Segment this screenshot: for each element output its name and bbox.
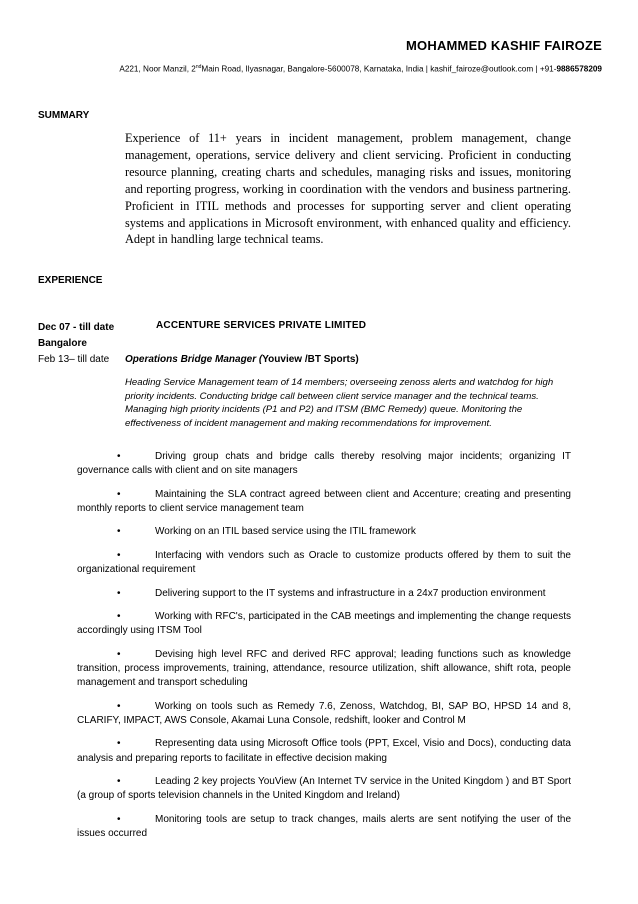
- bullet-text: Delivering support to the IT systems and infrastructure in a 24x7 production environment: [155, 587, 546, 599]
- list-item: [77, 700, 571, 728]
- bullet-text: Leading 2 key projects YouView (An Internet TV service in the United Kingdom ) and BT Sport (a group of sports television channels in the United Kingdom and Ireland): [77, 776, 571, 802]
- bullet-marker: •: [117, 488, 121, 500]
- bullet-text: Maintaining the SLA contract agreed between client and Accenture; creating and presenting monthly reports to client service management team: [77, 488, 571, 514]
- address-superscript: nd: [195, 64, 202, 70]
- company-name: ACCENTURE SERVICES PRIVATE LIMITED: [156, 320, 367, 331]
- job-dates: Dec 07 - till date: [38, 322, 115, 333]
- role-description: Heading Service Management team of 14 members; overseeing zenoss alerts and watchdog for high priority incidents. Conducting bridge call between client service manager and the technical teams. Managing high priority incidents (P1 and P2) and ITSM (BMC Remedy) queue. Monitoring the effectiveness of incident management and making recommendations for improvement.: [125, 377, 554, 429]
- address-part-2: Main Road, Ilyasnagar, Bangalore-5600078, Karnataka, India | kashif_fairoze@outlook.com | +91-: [201, 64, 557, 74]
- bullet-text: Working on an ITIL based service using the ITIL framework: [155, 526, 416, 538]
- address-part-1: A221, Noor Manzil, 2: [119, 64, 196, 74]
- list-item: [77, 525, 571, 539]
- role-client: Youview /BT Sports): [262, 354, 359, 365]
- bullet-marker: •: [117, 738, 121, 750]
- bullet-text: Working on tools such as Remedy 7.6, Zenoss, Watchdog, BI, SAP BO, HPSD 14 and 8, CLARIFY, IMPACT, AWS Console, Akamai Luna Console, redshift, looker and Control M: [77, 700, 571, 726]
- contact-line: [119, 64, 602, 74]
- list-item: [77, 450, 571, 478]
- bullet-text: Monitoring tools are setup to track changes, mails alerts are sent notifying the user of the issues occurred: [77, 813, 571, 840]
- bullet-marker: •: [117, 587, 121, 599]
- experience-heading: EXPERIENCE: [38, 275, 103, 286]
- job-period: [38, 320, 114, 352]
- bullet-marker: •: [117, 776, 121, 788]
- list-item: [77, 775, 571, 803]
- list-item: [77, 610, 571, 638]
- job-location: Bangalore: [38, 338, 87, 349]
- bullet-marker: •: [117, 451, 121, 462]
- list-item: [77, 549, 571, 577]
- list-item: [77, 648, 571, 691]
- candidate-name: MOHAMMED KASHIF FAIROZE: [406, 38, 602, 53]
- summary-paragraph: Experience of 11+ years in incident management, problem management, change management, operations, service delivery and client servicing. Proficient in conducting resource planning, creating charts and schedules, managing risks and issues, monitoring and reporting progress, working in coordination with the vendors and business partnering. Proficient in ITIL methods and processes for supporting server and client operating systems and applications in Microsoft environment, with enhanced quality and efficiency. Adept in handling large technical teams.: [125, 131, 571, 247]
- role-title: [125, 354, 359, 365]
- bullet-text: Interfacing with vendors such as Oracle to customize products offered by them to suit the organizational requirement: [77, 549, 571, 576]
- bullet-text: Driving group chats and bridge calls thereby resolving major incidents; organizing IT governance calls with client and on site managers: [77, 451, 571, 477]
- bullet-marker: •: [117, 648, 121, 660]
- list-item: [77, 587, 571, 601]
- list-item: [77, 737, 571, 765]
- bullet-marker: •: [117, 700, 121, 712]
- bullet-marker: •: [117, 611, 121, 623]
- bullet-text: Working with RFC's, participated in the CAB meetings and implementing the change requests accordingly using ITSM Tool: [77, 611, 571, 637]
- bullet-marker: •: [117, 813, 121, 825]
- bullet-marker: •: [117, 549, 121, 561]
- responsibility-list: [77, 450, 571, 851]
- role-title-text: Operations Bridge Manager (: [125, 354, 263, 365]
- role-dates: Feb 13– till date: [38, 354, 110, 365]
- bullet-text: Representing data using Microsoft Office tools (PPT, Excel, Visio and Docs), conducting data analysis and preparing reports to facilitate in effective decision making: [77, 738, 571, 764]
- phone-number: 9886578209: [556, 64, 602, 74]
- bullet-text: Devising high level RFC and derived RFC approval; leading functions such as knowledge transition, process improvements, training, attendance, resource utilization, shift allowance, shift rota, people management and transport scheduling: [77, 648, 571, 689]
- list-item: [77, 813, 571, 841]
- list-item: [77, 488, 571, 516]
- bullet-marker: •: [117, 526, 121, 538]
- summary-heading: SUMMARY: [38, 110, 90, 121]
